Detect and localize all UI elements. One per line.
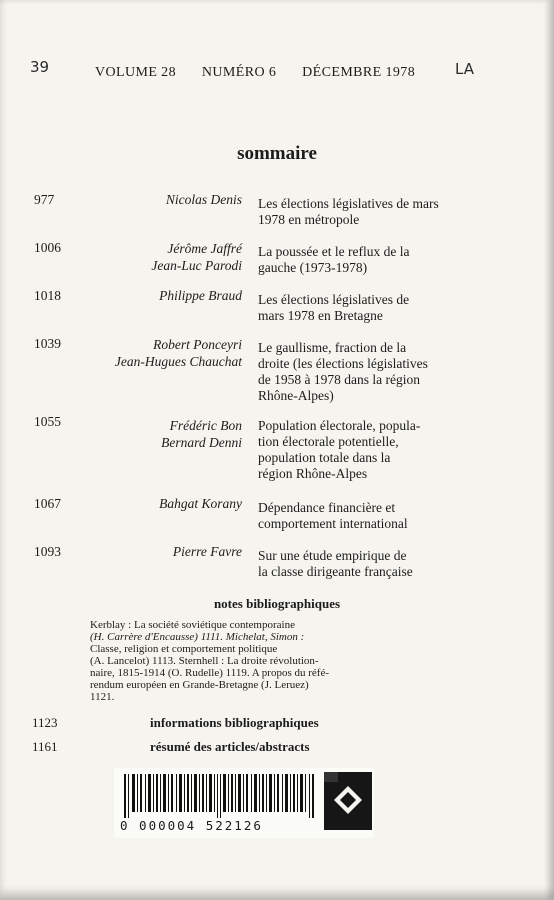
section-title: informations bibliographiques bbox=[150, 715, 319, 730]
author-name: Bernard Denni bbox=[161, 435, 242, 450]
section-title: résumé des articles/abstracts bbox=[150, 739, 310, 754]
title-line: La poussée et le reflux de la bbox=[258, 244, 410, 259]
title-line: 1978 en métropole bbox=[258, 212, 360, 227]
page-number: 977 bbox=[34, 192, 55, 207]
article-title bbox=[258, 340, 470, 404]
notes-line: (H. Carrère d'Encausse) 1111. Michelat, Simon : bbox=[90, 631, 305, 643]
title-line: gauche (1973-1978) bbox=[258, 260, 368, 275]
article-title bbox=[258, 292, 470, 324]
page-number: 1018 bbox=[34, 288, 61, 303]
page-number: 1055 bbox=[34, 414, 61, 429]
title-line: région Rhône-Alpes bbox=[258, 466, 368, 481]
bottom-entry bbox=[32, 715, 532, 731]
title-line: la classe dirigeante française bbox=[258, 564, 413, 579]
notes-line: 1121. bbox=[90, 691, 115, 703]
author-block bbox=[115, 336, 242, 370]
barcode-icon bbox=[124, 774, 318, 818]
title-line: Population électorale, popula- bbox=[258, 418, 421, 433]
author-name: Jérôme Jaffré bbox=[167, 241, 242, 256]
page-number: 1161 bbox=[32, 739, 58, 754]
title-line: tion électorale potentielle, bbox=[258, 434, 399, 449]
author-name: Jean-Luc Parodi bbox=[151, 258, 242, 273]
notes-heading: notes bibliographiques bbox=[213, 596, 341, 611]
author-block bbox=[161, 417, 242, 451]
author-name: Robert Ponceyri bbox=[153, 337, 242, 352]
title-line: Les élections législatives de mars bbox=[258, 196, 439, 211]
author-block bbox=[173, 544, 242, 560]
page-number: 1006 bbox=[34, 240, 61, 255]
notes-line: (A. Lancelot) 1113. Sternhell : La droite révolution- bbox=[90, 655, 319, 667]
title-line: Les élections législatives de bbox=[258, 292, 410, 307]
title-line: comportement international bbox=[258, 516, 408, 531]
issue-date: DÉCEMBRE 1978 bbox=[302, 65, 416, 80]
author-name: Jean-Hugues Chauchat bbox=[114, 354, 242, 369]
bottom-entry bbox=[32, 739, 532, 755]
issue-header bbox=[95, 65, 415, 81]
issue-number: NUMÉRO 6 bbox=[201, 65, 277, 80]
author-name: Philippe Braud bbox=[159, 288, 242, 303]
handwritten-number: 39 bbox=[30, 58, 50, 76]
barcode-number: 0 000004 522126 bbox=[120, 818, 263, 833]
author-name: Frédéric Bon bbox=[169, 418, 242, 433]
handwritten-initials: LA bbox=[455, 60, 474, 78]
title-line: de 1958 à 1978 dans la région bbox=[258, 372, 420, 387]
page-number: 1067 bbox=[34, 496, 61, 511]
author-block bbox=[166, 192, 242, 208]
notes-line: Kerblay : La société soviétique contemporaine bbox=[90, 619, 295, 631]
page-number: 1093 bbox=[34, 544, 61, 559]
volume-label: VOLUME 28 bbox=[95, 65, 176, 80]
title-line: droite (les élections législatives bbox=[258, 356, 428, 371]
article-title bbox=[258, 418, 470, 482]
article-title bbox=[258, 244, 470, 276]
title-line: Rhône-Alpes) bbox=[258, 388, 334, 403]
notes-body bbox=[90, 619, 423, 703]
author-name: Pierre Favre bbox=[172, 544, 242, 559]
title-line: Le gaullisme, fraction de la bbox=[258, 340, 407, 355]
title-line: Sur une étude empirique de bbox=[258, 548, 407, 563]
author-name: Nicolas Denis bbox=[165, 192, 242, 207]
notes-line: naire, 1815-1914 (O. Rudelle) 1119. A propos du réfé- bbox=[90, 667, 329, 679]
article-title bbox=[258, 500, 470, 532]
publisher-logo-icon bbox=[324, 772, 372, 830]
title-line: Dépendance financière et bbox=[258, 500, 396, 515]
page-number: 1039 bbox=[34, 336, 61, 351]
page-title: sommaire bbox=[237, 143, 317, 164]
author-block bbox=[151, 240, 242, 274]
author-block bbox=[159, 288, 242, 304]
title-line: mars 1978 en Bretagne bbox=[258, 308, 383, 323]
notes-line: Classe, religion et comportement politique bbox=[90, 643, 278, 655]
page-number: 1123 bbox=[32, 715, 58, 730]
article-title bbox=[258, 548, 470, 580]
barcode-panel bbox=[114, 768, 374, 838]
author-block bbox=[159, 496, 242, 512]
article-title bbox=[258, 196, 470, 228]
author-name: Bahgat Korany bbox=[159, 496, 242, 511]
notes-line: rendum européen en Grande-Bretagne (J. Leruez) bbox=[90, 679, 309, 691]
title-line: population totale dans la bbox=[258, 450, 391, 465]
